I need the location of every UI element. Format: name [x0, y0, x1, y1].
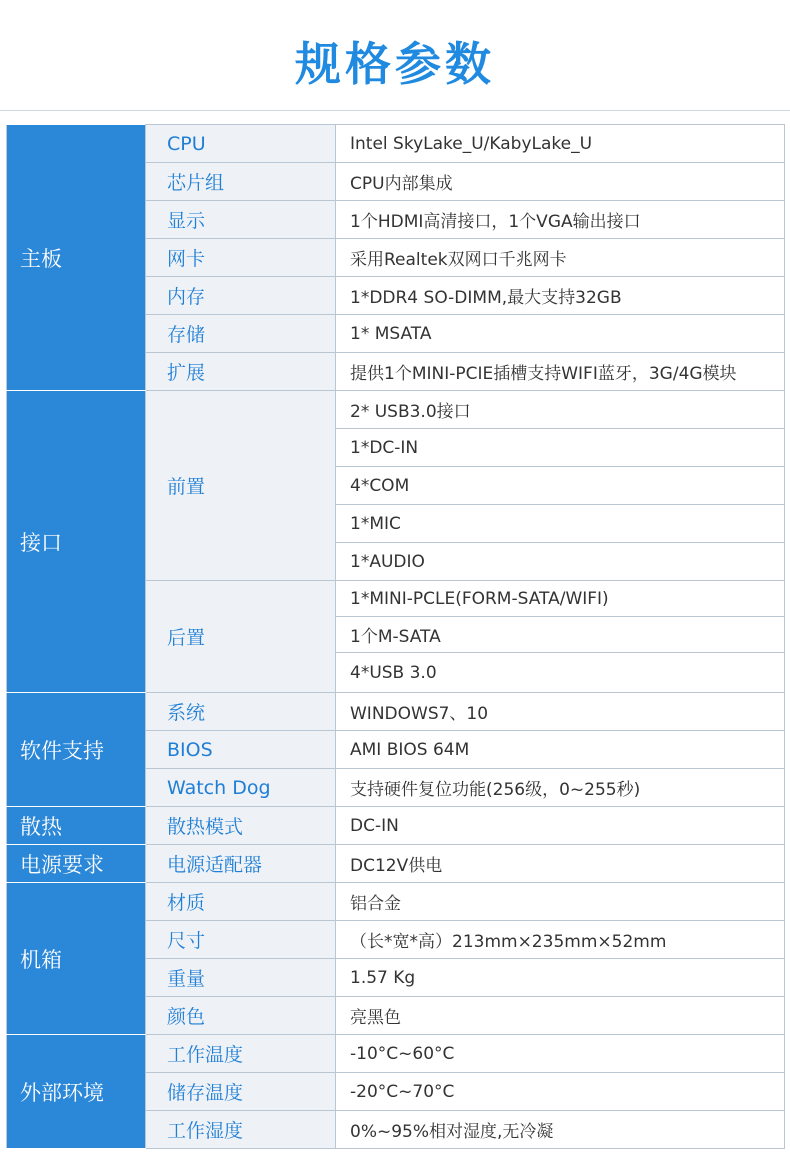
spec-label: 网卡: [146, 239, 336, 277]
spec-label-front: 前置: [146, 391, 336, 581]
spec-value: 1*AUDIO: [336, 543, 785, 581]
spec-value: Intel SkyLake_U/KabyLake_U: [336, 125, 785, 163]
group-mainboard: 主板: [7, 125, 146, 391]
spec-value: 1个HDMI高清接口，1个VGA输出接口: [336, 201, 785, 239]
spec-value: DC12V供电: [336, 845, 785, 883]
spec-value: -20°C~70°C: [336, 1073, 785, 1111]
table-row: [7, 845, 785, 883]
table-row: [7, 693, 785, 731]
table-row: [7, 391, 785, 429]
spec-value: 4*COM: [336, 467, 785, 505]
spec-value: AMI BIOS 64M: [336, 731, 785, 769]
spec-label: CPU: [146, 125, 336, 163]
spec-label: 工作湿度: [146, 1111, 336, 1149]
spec-value: DC-IN: [336, 807, 785, 845]
spec-value: 亮黑色: [336, 997, 785, 1035]
spec-value: WINDOWS7、10: [336, 693, 785, 731]
spec-label: 重量: [146, 959, 336, 997]
group-software: 软件支持: [7, 693, 146, 807]
spec-value: 1* MSATA: [336, 315, 785, 353]
spec-value: 1*MIC: [336, 505, 785, 543]
table-row: [7, 883, 785, 921]
spec-label: 存储: [146, 315, 336, 353]
spec-value: 1个M-SATA: [336, 617, 785, 653]
title-divider: [0, 110, 790, 111]
spec-label: 散热模式: [146, 807, 336, 845]
table-row: [7, 1035, 785, 1073]
table-row: [7, 807, 785, 845]
spec-value: -10°C~60°C: [336, 1035, 785, 1073]
group-cooling: 散热: [7, 807, 146, 845]
group-interface: 接口: [7, 391, 146, 693]
page-title: 规格参数: [295, 37, 495, 91]
spec-value: 1*DC-IN: [336, 429, 785, 467]
spec-label: 电源适配器: [146, 845, 336, 883]
spec-label: 内存: [146, 277, 336, 315]
spec-label: BIOS: [146, 731, 336, 769]
spec-value: 采用Realtek双网口千兆网卡: [336, 239, 785, 277]
spec-table: [6, 124, 785, 1149]
spec-label: 尺寸: [146, 921, 336, 959]
group-chassis: 机箱: [7, 883, 146, 1035]
spec-value: 支持硬件复位功能(256级，0~255秒): [336, 769, 785, 807]
spec-label: 工作温度: [146, 1035, 336, 1073]
spec-label: 系统: [146, 693, 336, 731]
spec-value: CPU内部集成: [336, 163, 785, 201]
spec-label: 材质: [146, 883, 336, 921]
spec-label: 颜色: [146, 997, 336, 1035]
spec-label: 显示: [146, 201, 336, 239]
spec-label: Watch Dog: [146, 769, 336, 807]
spec-value: 1*DDR4 SO-DIMM,最大支持32GB: [336, 277, 785, 315]
spec-label: 扩展: [146, 353, 336, 391]
spec-label: 芯片组: [146, 163, 336, 201]
group-environment: 外部环境: [7, 1035, 146, 1149]
spec-value: 铝合金: [336, 883, 785, 921]
table-row: [7, 125, 785, 163]
spec-value: 0%~95%相对湿度,无冷凝: [336, 1111, 785, 1149]
spec-value: （长*宽*高）213mm×235mm×52mm: [336, 921, 785, 959]
spec-value: 提供1个MINI-PCIE插槽支持WIFI蓝牙，3G/4G模块: [336, 353, 785, 391]
group-power: 电源要求: [7, 845, 146, 883]
spec-label-rear: 后置: [146, 581, 336, 693]
spec-value: 1.57 Kg: [336, 959, 785, 997]
spec-value: 4*USB 3.0: [336, 653, 785, 693]
spec-label: 储存温度: [146, 1073, 336, 1111]
spec-value: 2* USB3.0接口: [336, 391, 785, 429]
spec-value: 1*MINI-PCLE(FORM-SATA/WIFI): [336, 581, 785, 617]
